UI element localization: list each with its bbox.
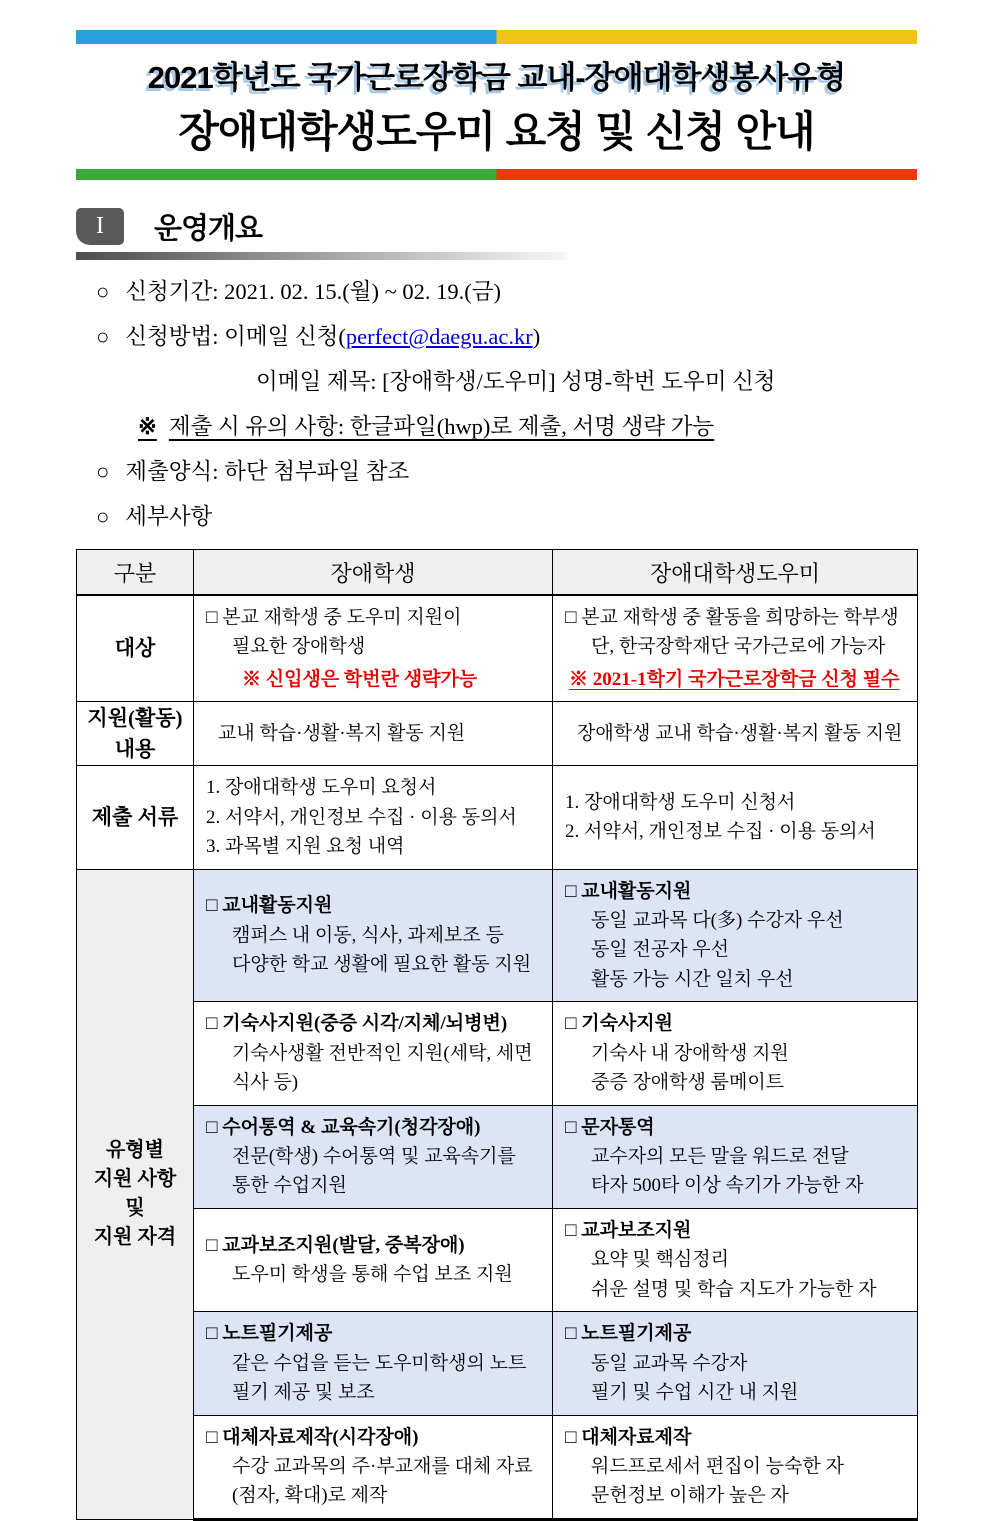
- application-method-line: [96, 319, 917, 351]
- target-right-red-note: ※ 2021-1학기 국가근로장학금 신청 필수: [569, 668, 900, 690]
- document-title-line1: 2021학년도 국가근로장학금 교내-장애대학생봉사유형: [147, 60, 846, 95]
- documents-right-cell: 1. 장애대학생 도우미 신청서 2. 서약서, 개인정보 수집 · 이용 동의서: [553, 766, 918, 869]
- table-row-support-content: [77, 702, 918, 766]
- application-method-text: 신청방법: 이메일 신청(perfect@daegu.ac.kr): [125, 324, 541, 349]
- section-title: 운영개요: [154, 213, 263, 245]
- note-taking-left-cell: □ 노트필기제공 같은 수업을 듣는 도우미학생의 노트 필기 제공 및 보조: [194, 1312, 553, 1415]
- reference-mark-icon: ※: [138, 414, 157, 439]
- support-right-cell: 장애학생 교내 학습·생활·복지 활동 지원: [553, 702, 918, 766]
- email-subject-text: 이메일 제목: [장애학생/도우미] 성명-학번 도우미 신청: [256, 369, 776, 394]
- target-left-cell: □ 본교 재학생 중 도우미 지원이 필요한 장애학생 ※ 신입생은 학번란 생략가능: [194, 595, 553, 702]
- table-header-row: [77, 550, 918, 596]
- table-row-target: [77, 595, 918, 702]
- row-label-documents: 제출 서류: [77, 766, 194, 869]
- section-number-badge: I: [76, 208, 124, 245]
- class-assist-right-cell: □ 교과보조지원 요약 및 핵심정리 쉬운 설명 및 학습 지도가 가능한 자: [553, 1208, 918, 1311]
- support-left-cell: 교내 학습·생활·복지 활동 지원: [194, 702, 553, 766]
- header-divider-bar: [76, 169, 917, 180]
- row-label-support: 지원(활동) 내용: [77, 702, 194, 766]
- subrow-alternative-materials: [77, 1415, 918, 1519]
- details-table: [76, 549, 918, 1521]
- details-line: [96, 499, 917, 531]
- subrow-campus-activity: [77, 869, 918, 1002]
- table-row-documents: [77, 766, 918, 869]
- document-title-line2: 장애대학생도우미 요청 및 신청 안내: [178, 108, 815, 155]
- subrow-note-taking: [77, 1312, 918, 1415]
- campus-activity-left-cell: □ 교내활동지원 캠퍼스 내 이동, 식사, 과제보조 등 다양한 학교 생활에 필요한 활동 지원: [194, 869, 553, 1002]
- campus-activity-right-cell: □ 교내활동지원 동일 교과목 다(多) 수강자 우선 동일 전공자 우선 활동 가능 시간 일치 우선: [553, 869, 918, 1002]
- submission-note-text: ※ 제출 시 유의 사항: 한글파일(hwp)로 제출, 서명 생략 가능: [138, 414, 715, 439]
- note-taking-right-cell: □ 노트필기제공 동일 교과목 수강자 필기 및 수업 시간 내 지원: [553, 1312, 918, 1415]
- dormitory-left-cell: □ 기숙사지원(중증 시각/지체/뇌병변) 기숙사생활 전반적인 지원(세탁, 세면 식사 등): [194, 1002, 553, 1105]
- subrow-sign-language: [77, 1105, 918, 1208]
- documents-left-cell: 1. 장애대학생 도우미 요청서 2. 서약서, 개인정보 수집 · 이용 동의서 3. 과목별 지원 요청 내역: [194, 766, 553, 869]
- target-left-red-note: ※ 신입생은 학번란 생략가능: [242, 668, 478, 690]
- text-interpretation-right-cell: □ 문자통역 교수자의 모든 말을 워드로 전달 타자 500타 이상 속기가 가능한 자: [553, 1105, 918, 1208]
- alternative-materials-left-cell: □ 대체자료제작(시각장애) 수강 교과목의 주·부교재를 대체 자료 (점자, 확대)로 제작: [194, 1415, 553, 1519]
- target-right-cell: □ 본교 재학생 중 활동을 희망하는 학부생 단, 한국장학재단 국가근로에 가능자 ※ 2021-1학기 국가근로장학금 신청 필수: [553, 595, 918, 702]
- section-header: [76, 206, 917, 247]
- circle-bullet-icon: ○: [96, 279, 110, 304]
- email-subject-line: [256, 364, 917, 396]
- subrow-dormitory: [77, 1002, 918, 1105]
- header-top-bar: [76, 30, 917, 44]
- sign-language-left-cell: □ 수어통역 & 교육속기(청각장애) 전문(학생) 수어통역 및 교육속기를 통한 수업지원: [194, 1105, 553, 1208]
- section-underline: [76, 252, 568, 260]
- details-text: 세부사항: [125, 504, 213, 529]
- subrow-class-assist: [77, 1208, 918, 1311]
- circle-bullet-icon: ○: [96, 504, 110, 529]
- row-label-target: 대상: [77, 595, 194, 702]
- row-label-types: 유형별 지원 사항 및 지원 자격: [77, 869, 194, 1519]
- document-page: [76, 30, 917, 1521]
- submission-note-line: [138, 409, 917, 441]
- column-header-disabled-student: 장애학생: [194, 550, 553, 596]
- circle-bullet-icon: ○: [96, 324, 110, 349]
- overview-list: [76, 274, 917, 531]
- alternative-materials-right-cell: □ 대체자료제작 워드프로세서 편집이 능숙한 자 문헌정보 이해가 높은 자: [553, 1415, 918, 1519]
- submission-form-line: [96, 454, 917, 486]
- submission-form-text: 제출양식: 하단 첨부파일 참조: [125, 459, 410, 484]
- application-period-line: [96, 274, 917, 306]
- email-link[interactable]: perfect@daegu.ac.kr: [345, 324, 533, 349]
- dormitory-right-cell: □ 기숙사지원 기숙사 내 장애학생 지원 중증 장애학생 룸메이트: [553, 1002, 918, 1105]
- application-period-text: 신청기간: 2021. 02. 15.(월) ~ 02. 19.(금): [125, 279, 501, 304]
- circle-bullet-icon: ○: [96, 459, 110, 484]
- class-assist-left-cell: □ 교과보조지원(발달, 중복장애) 도우미 학생을 통해 수업 보조 지원: [194, 1208, 553, 1311]
- column-header-helper: 장애대학생도우미: [553, 550, 918, 596]
- column-header-category: 구분: [77, 550, 194, 596]
